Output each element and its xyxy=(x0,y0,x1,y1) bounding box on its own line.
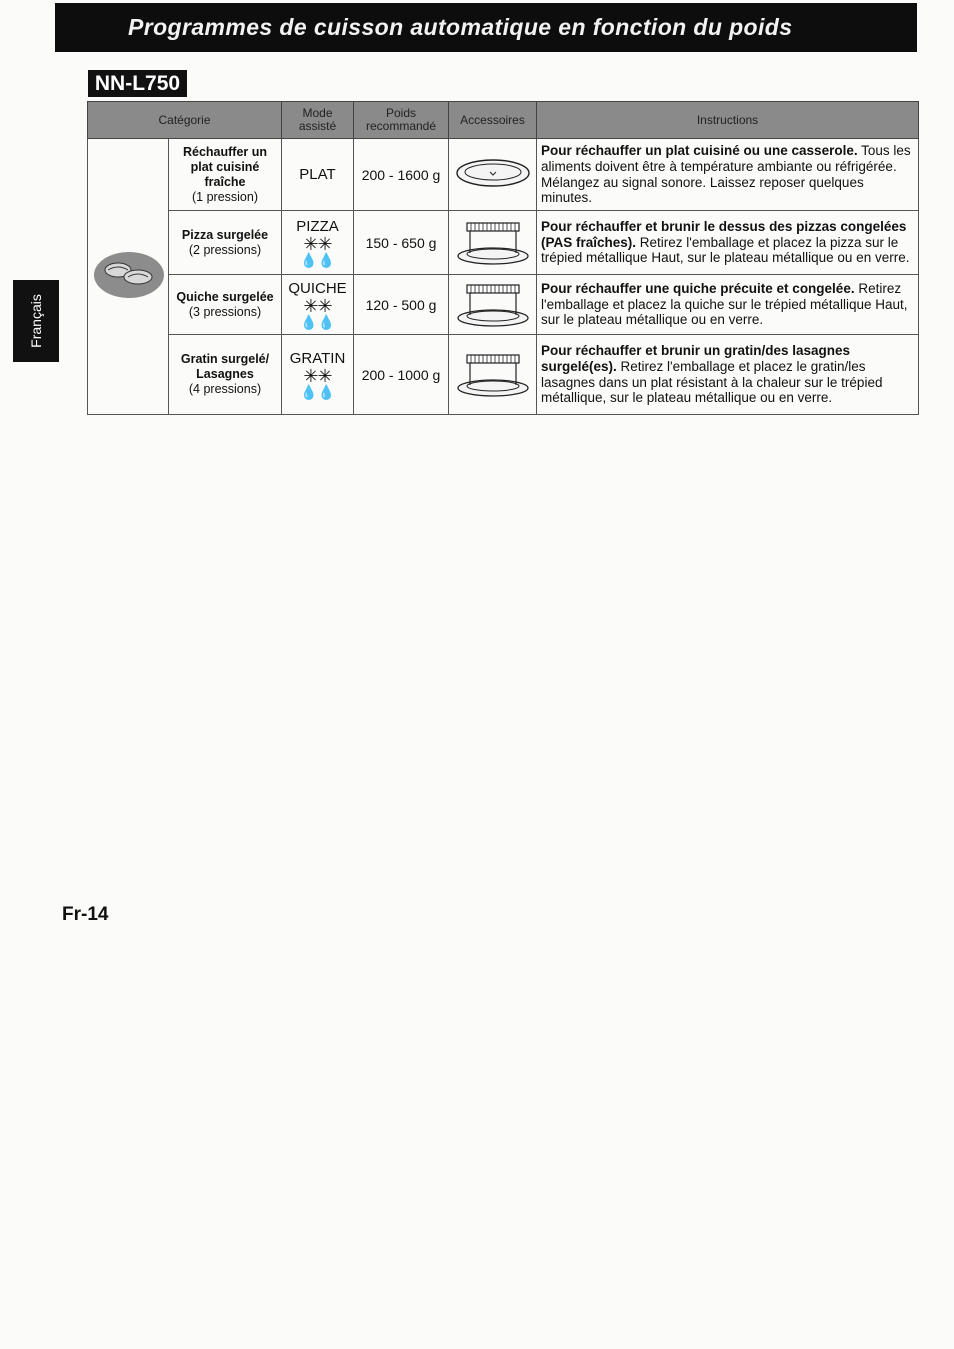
page-number: Fr-14 xyxy=(62,904,109,925)
grill-symbol-icon: ✳✳ xyxy=(303,233,332,254)
category-cell xyxy=(169,139,282,211)
col-header-weight: Poids recommandé xyxy=(354,102,449,139)
col-header-category: Catégorie xyxy=(88,102,282,139)
weight-cell: 120 - 500 g xyxy=(354,275,449,335)
category-icon-cell xyxy=(88,139,169,415)
microwave-drop-icon: 💧💧 xyxy=(300,251,335,268)
table-header-row xyxy=(88,102,919,139)
accessory-cell xyxy=(449,335,537,415)
weight-cell: 200 - 1000 g xyxy=(354,335,449,415)
instruction-heading: Pour réchauffer un plat cuisiné ou une casserole. xyxy=(541,143,858,159)
mode-label: GRATIN xyxy=(289,349,346,367)
model-badge: NN-L750 xyxy=(88,70,187,97)
mode-label: QUICHE xyxy=(288,279,347,297)
page-title: Programmes de cuisson automatique en fonction du poids xyxy=(128,14,793,40)
trivet-on-plate-icon xyxy=(454,278,532,328)
accessory-cell xyxy=(449,139,537,211)
weight-cell: 150 - 650 g xyxy=(354,211,449,275)
instruction-cell xyxy=(537,139,919,211)
trivet-on-plate-icon xyxy=(454,348,532,398)
mode-label: PIZZA xyxy=(296,217,339,235)
language-label: Français xyxy=(28,294,44,348)
instruction-text: Retirez l'emballage et placez le gratin/les lasagnes dans un plat résistant à la chaleur sur le trépied métallique, sur le plateau métallique ou en verre. xyxy=(541,358,883,406)
grill-symbol-icon: ✳✳ xyxy=(303,365,332,386)
instruction-heading: Pour réchauffer et brunir un gratin/des lasagnes surgelé(es). xyxy=(541,343,851,374)
instruction-heading: Pour réchauffer une quiche précuite et congelée. xyxy=(541,281,855,297)
press-count: (1 pression) xyxy=(192,189,258,204)
col-header-mode: Mode assisté xyxy=(282,102,354,139)
mode-label: PLAT xyxy=(299,166,336,183)
grill-symbol-icon: ✳✳ xyxy=(303,295,332,316)
table-row xyxy=(88,335,919,415)
press-count: (4 pressions) xyxy=(188,382,262,396)
microwave-drop-icon: 💧💧 xyxy=(300,383,335,400)
table-row xyxy=(88,139,919,211)
instruction-cell xyxy=(537,211,919,275)
mode-cell xyxy=(282,335,354,415)
weight-cell: 200 - 1600 g xyxy=(354,139,449,211)
instruction-text: Retirez l'emballage et placez la quiche sur le trépied métallique Haut, sur le plateau métallique ou en verre. xyxy=(541,281,908,328)
mode-cell xyxy=(282,275,354,335)
category-cell xyxy=(169,275,282,335)
page-title-bar xyxy=(55,3,917,52)
press-count: (2 pressions) xyxy=(188,242,262,257)
instruction-cell xyxy=(537,275,919,335)
category-name: Réchauffer un plat cuisiné fraîche xyxy=(182,144,268,189)
instruction-cell xyxy=(537,335,919,415)
trivet-on-plate-icon xyxy=(454,216,532,266)
mode-cell xyxy=(282,139,354,211)
category-cell xyxy=(169,211,282,275)
instruction-heading: Pour réchauffer et brunir le dessus des pizzas congelées (PAS fraîches). xyxy=(541,219,907,250)
language-tab xyxy=(13,280,59,362)
category-name: Gratin surgelé/ Lasagnes xyxy=(180,352,270,381)
microwave-drop-icon: 💧💧 xyxy=(300,313,335,330)
col-header-instructions: Instructions xyxy=(537,102,919,139)
table-row xyxy=(88,211,919,275)
category-name: Pizza surgelée xyxy=(181,227,269,242)
table-row xyxy=(88,275,919,335)
category-cell xyxy=(169,335,282,415)
instruction-text: Retirez l'emballage et placez la pizza sur le trépied métallique Haut, sur le plateau métallique ou en verre. xyxy=(541,234,910,266)
category-name: Quiche surgelée xyxy=(176,289,274,304)
instruction-text: Tous les aliments doivent être à température ambiante ou réfrigérée. Mélangez au signal sonore. Laissez reposer quelques minutes. xyxy=(541,143,911,206)
accessory-cell xyxy=(449,211,537,275)
mode-cell xyxy=(282,211,354,275)
dish-icon xyxy=(92,249,166,301)
press-count: (3 pressions) xyxy=(188,304,262,319)
program-table xyxy=(87,101,919,415)
accessory-cell xyxy=(449,275,537,335)
col-header-accessories: Accessoires xyxy=(449,102,537,139)
plateau-icon xyxy=(454,156,532,190)
